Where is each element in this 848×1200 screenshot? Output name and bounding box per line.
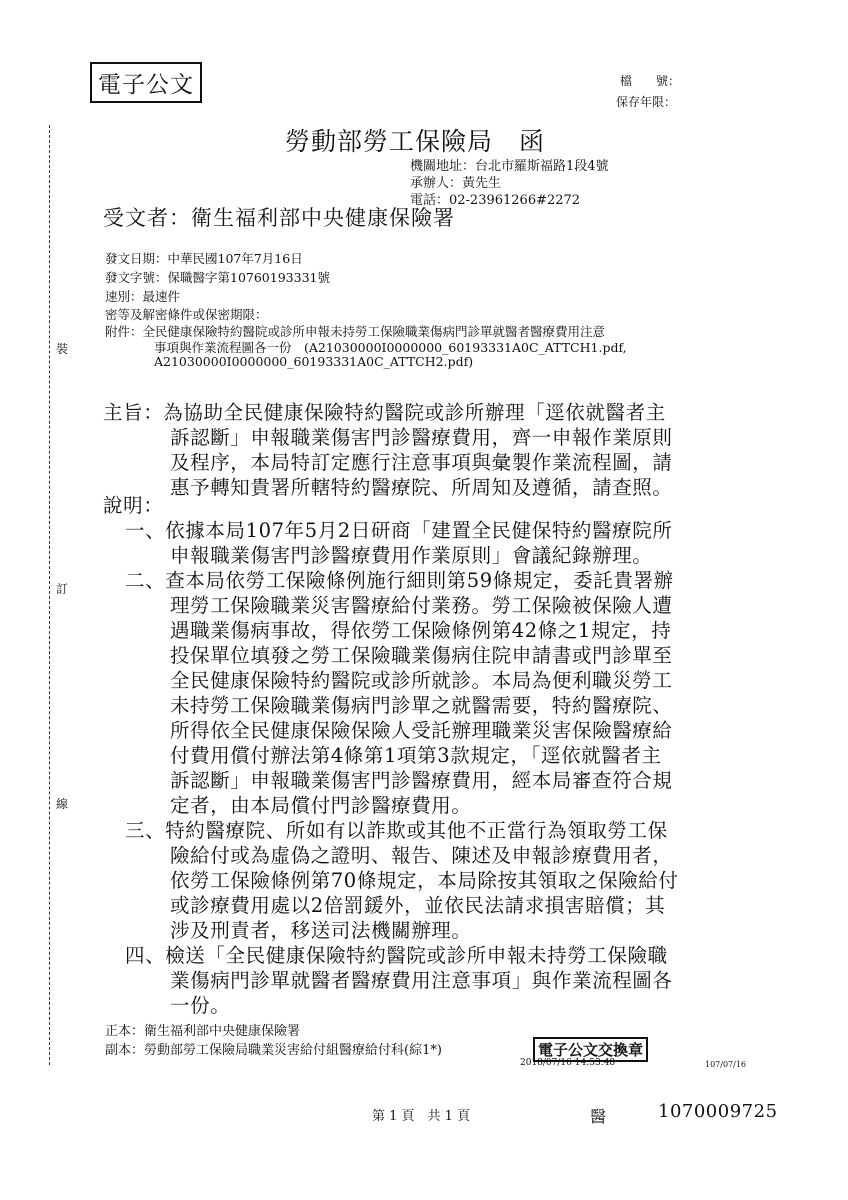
- binding-margin: [0, 125, 69, 1065]
- item-3-line-3: 依勞工保險條例第70條規定，本局除按其領取之保險給付: [170, 869, 679, 892]
- item-4-line-2: 業傷病門診單就醫者醫療費用注意事項」與作業流程圖各: [170, 969, 673, 992]
- document-number: 1070009725: [658, 1101, 778, 1122]
- received-date: 107/07/16: [705, 1060, 747, 1069]
- attachment-line-3: A21030000I0000000_60193331A0C_ATTCH2.pdf): [154, 354, 474, 369]
- handler-phone: 電話：02-23961266#2272: [410, 193, 581, 208]
- retention-period-label: 保存年限：: [616, 95, 677, 109]
- binding-mark-xian: 線: [56, 797, 69, 811]
- copy-recipient: 副本：勞動部勞工保險局職業災害給付組醫療給付科(綜1*): [105, 1043, 442, 1058]
- item-4-line-3: 一份。: [170, 994, 231, 1017]
- item-2-line-9: 訴認斷」申報職業傷害門診醫療費用，經本局審查符合規: [170, 769, 673, 792]
- item-1-line-2: 申報職業傷害門診醫療費用作業原則」會議紀錄辦理。: [170, 544, 653, 567]
- page-number: 第 1 頁 共 1 頁: [372, 1109, 471, 1124]
- item-2-line-6: 未持勞工保險職業傷病門診單之就醫需要，特約醫療院、: [170, 694, 673, 717]
- binding-line: [49, 125, 50, 1065]
- issue-number: 發文字號：保職醫字第10760193331號: [105, 270, 330, 285]
- item-2-line-7: 所得依全民健康保險保險人受託辦理職業災害保險醫療給: [170, 719, 673, 742]
- item-2-line-5: 全民健康保險特約醫院或診所就診。本局為便利職災勞工: [170, 669, 673, 692]
- handler-name: 承辦人：黃先生: [410, 176, 502, 191]
- electronic-document-stamp: 電子公文: [90, 62, 202, 103]
- recipient: 受文者：衛生福利部中央健康保險署: [103, 206, 455, 230]
- file-number-label: 檔 號：: [620, 74, 681, 88]
- binding-mark-ding: 訂: [56, 582, 69, 596]
- exchange-stamp: 電子公文交換章: [533, 1037, 648, 1062]
- agency-title: 勞動部勞工保險局 函: [285, 127, 546, 156]
- agency-address: 機關地址：台北市羅斯福路1段4號: [410, 159, 609, 174]
- explanation-heading: 說明：: [103, 494, 164, 517]
- item-3-line-5: 涉及刑責者，移送司法機關辦理。: [170, 919, 472, 942]
- original-recipient: 正本：衛生福利部中央健康保險署: [105, 1024, 301, 1039]
- item-2-line-4: 投保單位填發之勞工保險職業傷病住院申請書或門診單至: [170, 644, 673, 667]
- item-2-line-2: 理勞工保險職業災害醫療給付業務。勞工保險被保險人遭: [170, 594, 673, 617]
- subject-line-3: 及程序，本局特訂定應行注意事項與彙製作業流程圖，請: [170, 451, 673, 474]
- attachment-line-2: 事項與作業流程圖各一份 (A21030000I0000000_60193331A0C_ATTCH1.pdf,: [154, 340, 627, 355]
- item-4-line-1: 四、檢送「全民健康保險特約醫院或診所申報未持勞工保險職: [125, 944, 668, 967]
- item-2-line-10: 定者，由本局償付門診醫療費用。: [170, 794, 472, 817]
- subject-line-2: 訴認斷」申報職業傷害門診醫療費用，齊一申報作業原則: [170, 426, 673, 449]
- issue-date: 發文日期：中華民國107年7月16日: [105, 251, 303, 266]
- document-code-char: 醫: [590, 1107, 607, 1126]
- item-2-line-8: 付費用償付辦法第4條第1項第3款規定，「逕依就醫者主: [170, 744, 662, 767]
- item-1-line-1: 一、依據本局107年5月2日研商「建置全民健保特約醫療院所: [125, 519, 673, 542]
- binding-mark-zhuang: 裝: [56, 342, 69, 356]
- item-3-line-4: 或診療費用處以2倍罰鍰外，並依民法請求損害賠償；其: [170, 894, 666, 917]
- item-3-line-1: 三、特約醫療院、所如有以詐欺或其他不正當行為領取勞工保: [125, 819, 668, 842]
- item-3-line-2: 險給付或為虛偽之證明、報告、陳述及申報診療費用者，: [170, 844, 673, 867]
- delivery-speed: 速別：最速件: [105, 289, 181, 304]
- exchange-stamp-date: 2018/07/16 14:53:48: [520, 1058, 616, 1068]
- subject-line-1: 主旨：為協助全民健康保險特約醫院或診所辦理「逕依就醫者主: [103, 401, 666, 424]
- attachment-line-1: 附件：全民健康保險特約醫院或診所申報未持勞工保險職業傷病門診單就醫者醫療費用注意: [105, 324, 606, 339]
- secrecy-level: 密等及解密條件或保密期限：: [105, 307, 268, 322]
- item-2-line-3: 遇職業傷病事故，得依勞工保險條例第42條之1規定，持: [170, 619, 672, 642]
- subject-line-4: 惠予轉知貴署所轄特約醫療院、所周知及遵循，請查照。: [170, 476, 673, 499]
- item-2-line-1: 二、查本局依勞工保險條例施行細則第59條規定，委託貴署辦: [125, 569, 674, 592]
